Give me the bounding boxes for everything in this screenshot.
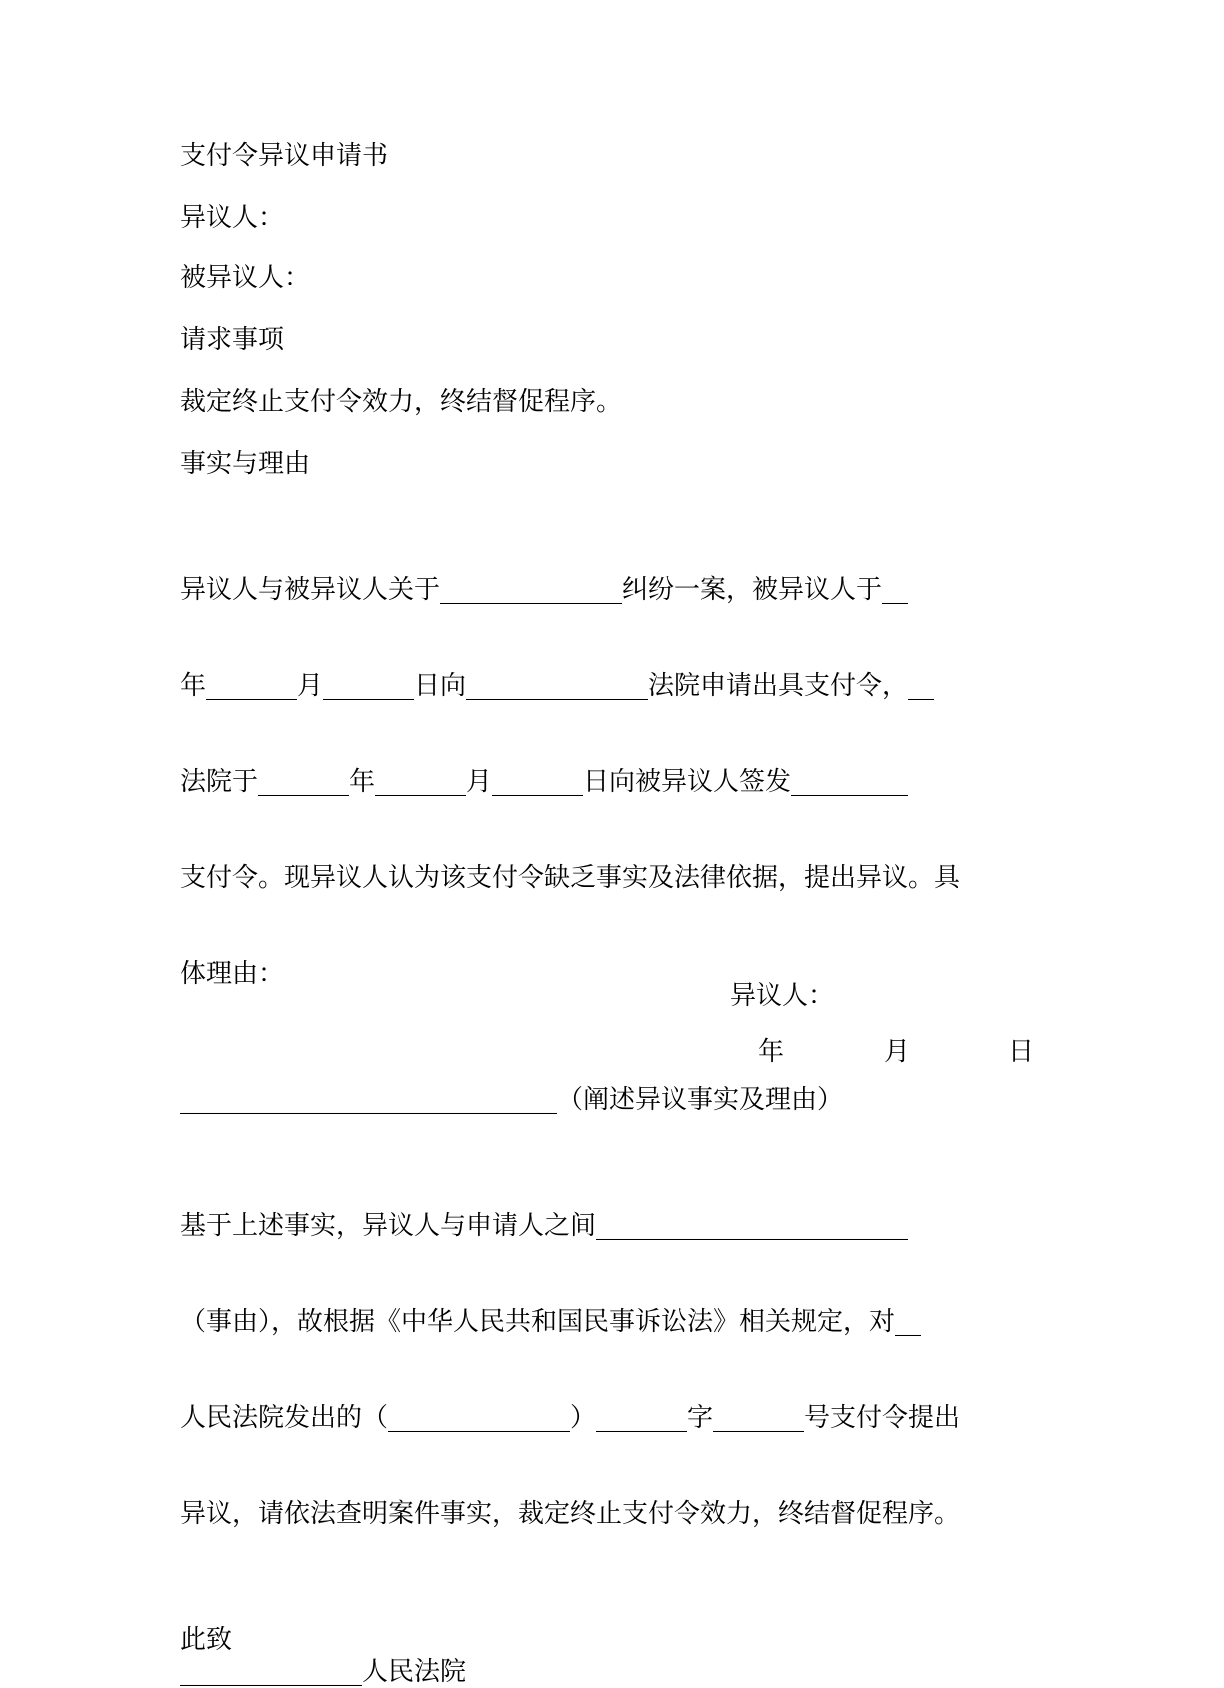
signature-label: 异议人：	[730, 981, 835, 1011]
basis-line: 异议，请依法查明案件事实，裁定终止支付令效力，终结督促程序。	[180, 1499, 961, 1529]
facts-line: 异议人与被异议人关于______________纠纷一案，被异议人于__	[180, 575, 909, 605]
date-year: 年	[758, 1037, 785, 1067]
date-month: 月	[884, 1037, 911, 1067]
reason-line: _____________________________（阐述异议事实及理由）	[180, 1085, 844, 1115]
basis-paragraph	[180, 1146, 1040, 1594]
document-body	[180, 140, 1040, 1688]
document-title: 支付令异议申请书	[180, 141, 389, 171]
objector-label: 异议人：	[180, 203, 285, 233]
basis-line: （事由），故根据《中华人民共和国民事诉讼法》相关规定，对__	[180, 1307, 922, 1337]
facts-paragraph	[180, 510, 1040, 1054]
facts-line: 法院于_______年_______月_______日向被异议人签发_________	[180, 767, 909, 797]
facts-heading: 事实与理由	[180, 449, 311, 479]
basis-line: 基于上述事实，异议人与申请人之间________________________	[180, 1211, 909, 1241]
date-day: 日	[1008, 1037, 1035, 1067]
facts-line: 年_______月_______日向______________法院申请出具支付令，__	[180, 671, 935, 701]
closing-to: 此致	[180, 1625, 233, 1655]
facts-line: 体理由：	[180, 959, 285, 989]
claims-heading: 请求事项	[180, 325, 285, 355]
court-line: ______________人民法院	[180, 1657, 467, 1687]
claims-text: 裁定终止支付令效力，终结督促程序。	[180, 387, 623, 417]
facts-line: 支付令。现异议人认为该支付令缺乏事实及法律依据，提出异议。具	[180, 863, 961, 893]
basis-line: 人民法院发出的（______________）_______字_______号支付令提出	[180, 1403, 961, 1433]
respondent-label: 被异议人：	[180, 263, 311, 293]
